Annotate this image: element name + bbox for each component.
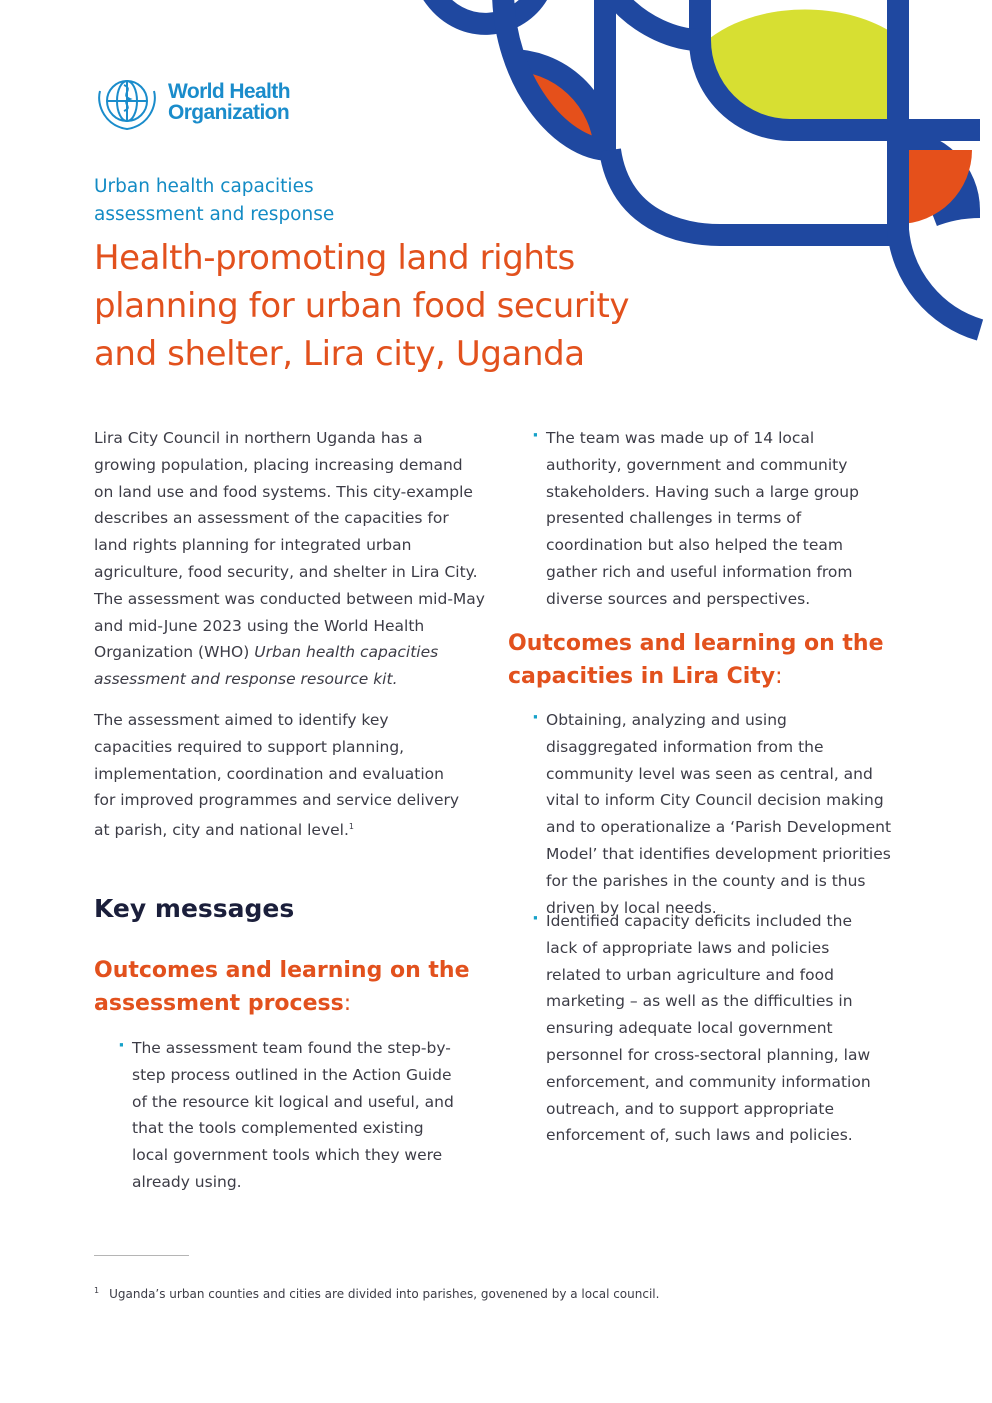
series-line-2: assessment and response: [94, 204, 335, 225]
footnote-text: Uganda’s urban counties and cities are divided into parishes, govenened by a local council.: [109, 1287, 660, 1301]
title-line-1: Health-promoting land rights: [94, 238, 575, 278]
bullet-team: · The team was made up of 14 local authority, government and community stakeholders. Having such a large group presented challenges in terms of coordination but also helped the team gather rich and useful information from diverse sources and perspectives.: [508, 425, 886, 613]
footnote-ref: 1: [348, 822, 354, 832]
list-item: [508, 707, 908, 921]
who-logo: [94, 71, 290, 133]
series-line-1: Urban health capacities: [94, 176, 314, 197]
list-item: [94, 1035, 474, 1196]
series-label: [94, 173, 474, 229]
list-item: [508, 425, 898, 613]
list-item: [508, 908, 898, 1149]
footnote-divider: [94, 1255, 189, 1256]
section2-heading-text: Outcomes and learning on the capacities in Lira City: [508, 631, 884, 689]
page-title: [94, 234, 694, 378]
section1-colon: :: [343, 991, 352, 1016]
footnote-number: 1: [94, 1286, 100, 1295]
who-emblem-icon: [94, 71, 160, 133]
section2-colon: :: [775, 664, 783, 689]
intro-paragraph-1: [94, 425, 486, 693]
title-line-2: planning for urban food security: [94, 286, 630, 326]
section1-heading-text: Outcomes and learning on the assessment process: [94, 958, 470, 1016]
resource-kit-title: Urban health capacities assessment and response resource kit.: [94, 643, 439, 689]
section-heading-assessment: [94, 954, 494, 1020]
intro-p1-text: Lira City Council in northern Uganda has a growing population, placing increasing demand on land use and food systems. This city-example describes an assessment of the capacities for land rights planning for integrated urban agriculture, food security, and shelter in Lira City. The assessment was conducted between mid-May and mid-June 2023 using the World Health Organization (WHO): [94, 429, 485, 662]
section-heading-capacities: [508, 627, 908, 693]
intro-paragraph-2: [94, 707, 464, 844]
bullet-capacity-deficits: · Identified capacity deficits included the lack of appropriate laws and policies related to urban agriculture and food marketing – as well as the difficulties in ensuring adequate local government personnel for cross-sectoral planning, law enforcement, and community information outreach, and to support appropriate enforcement of, such laws and policies.: [508, 908, 886, 1149]
logo-line-1: World Health: [168, 80, 290, 103]
footnote: [94, 1286, 659, 1301]
key-messages-heading: Key messages: [94, 894, 295, 923]
bullet-information: · Obtaining, analyzing and using disaggregated information from the community level was seen as central, and vital to inform City Council decision making and to operationalize a ‘Parish Development Model’ that identifies development priorities for the parishes in the county and is thus driven by local needs.: [508, 707, 901, 921]
intro-column: [94, 425, 494, 844]
logo-line-2: Organization: [168, 101, 290, 124]
bullet-assessment-process: · The assessment team found the step-by-step process outlined in the Action Guide of the resource kit logical and useful, and that the tools complemented existing local government tools which they were already using.: [94, 1035, 462, 1196]
title-line-3: and shelter, Lira city, Uganda: [94, 334, 585, 374]
intro-p2-text: The assessment aimed to identify key capacities required to support planning, implementation, coordination and evaluation for improved programmes and service delivery at parish, city and national level.: [94, 710, 460, 840]
